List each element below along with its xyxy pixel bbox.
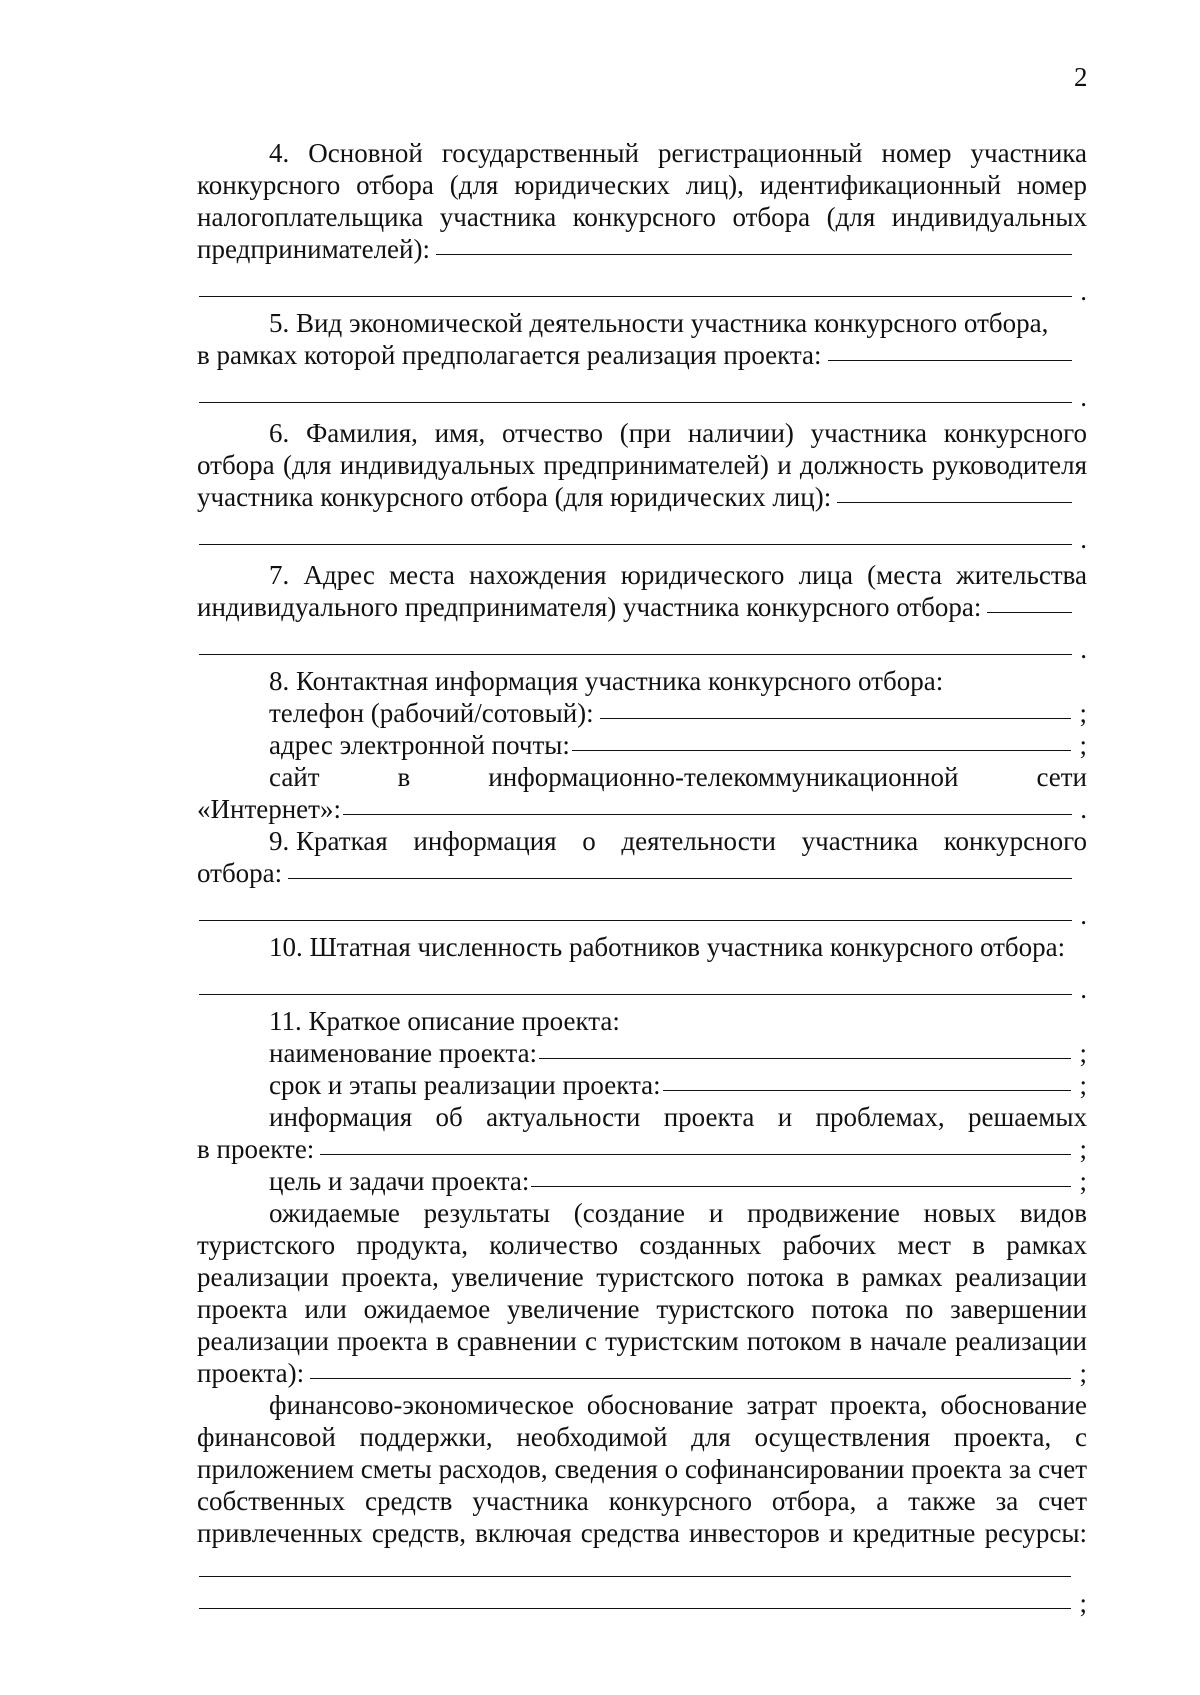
project-relevance-semicolon: ; (1079, 1134, 1087, 1164)
website-input[interactable] (343, 814, 1072, 815)
project-name-input[interactable] (539, 1058, 1071, 1059)
item-5-input-line-1[interactable] (828, 360, 1073, 361)
email-input[interactable] (572, 750, 1072, 751)
item-10-end-mark: . (1080, 974, 1087, 1004)
project-results-line (197, 1357, 1087, 1389)
item-7-label-end: индивидуального предпринимателя) участника конкурсного отбора: (197, 592, 982, 622)
item-9-word-2: информация (413, 826, 557, 856)
project-finance-input-line-2[interactable] (199, 1608, 1071, 1609)
project-goal-label: цель и задачи проекта: (269, 1166, 530, 1196)
page-number: 2 (1074, 62, 1088, 92)
website-end-mark: . (1080, 794, 1087, 824)
project-name-label: наименование проекта: (269, 1038, 538, 1068)
project-goal-input[interactable] (531, 1186, 1071, 1187)
project-relevance-label-end: в проекте: (197, 1134, 315, 1164)
project-results-label-end: проекта): (197, 1358, 305, 1388)
project-relevance-text: информация об актуальности проекта и проблемах, решаемых (269, 1102, 1087, 1132)
item-5-end-mark: . (1080, 382, 1087, 412)
application-form (197, 137, 1087, 1619)
project-terms-label: срок и этапы реализации проекта: (269, 1070, 661, 1100)
item-6-full-name (197, 417, 1087, 555)
project-terms-line (197, 1069, 1087, 1101)
item-7-input-line-1[interactable] (987, 612, 1072, 613)
item-11-project-description (197, 1005, 1087, 1619)
item-9-label-end: отбора: (197, 858, 283, 888)
item-8-internet-line (197, 793, 1087, 825)
item-5-field-line (197, 339, 1087, 371)
item-9-word-5: участника (801, 826, 919, 856)
email-semicolon: ; (1079, 730, 1087, 760)
item-4-input-line-2[interactable] (199, 296, 1072, 297)
item-9-word-3: о (582, 826, 596, 856)
project-finance-blank-row-2 (197, 1587, 1087, 1619)
item-4-input-line-1[interactable] (436, 254, 1072, 255)
email-label: адрес электронной почты: (269, 730, 570, 760)
item-6-blank-row (197, 523, 1087, 555)
item-10-text-line (197, 931, 1087, 963)
item-4-field-line (197, 233, 1087, 265)
item-4-label-end: предпринимателей): (197, 234, 430, 264)
item-9-word-4: деятельности (621, 826, 776, 856)
item-5-activity-type (197, 307, 1087, 413)
item-9-activity-info (197, 825, 1087, 931)
item-6-field-line (197, 481, 1087, 513)
item-7-end-mark: . (1080, 634, 1087, 664)
item-8-heading-text: 8. Контактная информация участника конкурсного отбора: (269, 666, 944, 696)
phone-input[interactable] (600, 718, 1072, 719)
project-name-semicolon: ; (1079, 1038, 1087, 1068)
item-7-blank-row (197, 633, 1087, 665)
item-9-input-line-2[interactable] (199, 920, 1072, 921)
project-finance-input-line-1[interactable] (199, 1576, 1071, 1577)
item-8-site-line (197, 761, 1087, 793)
item-9-blank-row (197, 899, 1087, 931)
item-7-text: 7. Адрес места нахождения юридического лица (места жительства (269, 560, 1087, 590)
item-6-input-line-1[interactable] (837, 502, 1072, 503)
project-results-input[interactable] (310, 1378, 1071, 1379)
item-7-input-line-2[interactable] (199, 654, 1072, 655)
item-8-contacts (197, 665, 1087, 825)
item-4-blank-row (197, 275, 1087, 307)
item-11-heading (197, 1005, 1087, 1037)
item-10-blank-row (197, 973, 1087, 1005)
item-8-heading (197, 665, 1087, 697)
item-9-field-line (197, 857, 1087, 889)
project-goal-semicolon: ; (1079, 1166, 1087, 1196)
project-finance-semicolon: ; (1079, 1588, 1087, 1618)
project-goal-line (197, 1165, 1087, 1197)
item-4-ogrn-inn (197, 137, 1087, 307)
item-7-field-line (197, 591, 1087, 623)
item-5-input-line-2[interactable] (199, 402, 1072, 403)
item-8-email-line (197, 729, 1087, 761)
item-9-input-line-1[interactable] (288, 878, 1072, 879)
item-7-address (197, 559, 1087, 665)
item-10-input-line[interactable] (199, 994, 1072, 995)
item-9-end-mark: . (1080, 900, 1087, 930)
phone-semicolon: ; (1079, 698, 1087, 728)
item-10-staff-count (197, 931, 1087, 1005)
project-relevance-input[interactable] (320, 1154, 1071, 1155)
phone-label: телефон (рабочий/сотовый): (269, 698, 594, 728)
site-word-3: информационно-телекоммуникационной (488, 762, 959, 792)
project-name-line (197, 1037, 1087, 1069)
project-finance-text: финансово-экономическое обоснование затрат проекта, обоснование финансовой поддержки, необходимой для осуществления проекта, с приложением сметы расходов, сведения о софинансировании проекта за счет собственных средств участника конкурсного отбора, а также за счет привлеченных средств, включая средства инвесторов и кредитные ресурсы: (197, 1390, 1087, 1548)
item-9-text-line (197, 825, 1087, 857)
item-5-blank-row (197, 381, 1087, 413)
item-8-phone-line (197, 697, 1087, 729)
item-11-heading-text: 11. Краткое описание проекта: (269, 1006, 620, 1036)
item-6-text: 6. Фамилия, имя, отчество (при наличии) участника конкурсного отбора (для индивидуальных предпринимателей) и должность руководителя (197, 418, 1087, 480)
item-6-label-end: участника конкурсного отбора (для юридических лиц): (197, 482, 832, 512)
site-word-2: в (397, 762, 411, 792)
site-word-1: сайт (269, 762, 320, 792)
item-6-input-line-2[interactable] (199, 544, 1072, 545)
item-6-end-mark: . (1080, 524, 1087, 554)
project-results-text: ожидаемые результаты (создание и продвижение новых видов туристского продукта, количество созданных рабочих мест в рамках реализации проекта, увеличение туристского потока в рамках реализации проекта или ожидаемое увеличение туристского потока по завершении реализации проекта в сравнении с туристским потоком в начале реализации (197, 1198, 1087, 1356)
item-5-text: 5. Вид экономической деятельности участника конкурсного отбора, (269, 308, 1049, 338)
internet-label: «Интернет»: (197, 794, 341, 824)
item-9-word-6: конкурсного (943, 826, 1087, 856)
item-10-text: 10. Штатная численность работников участника конкурсного отбора: (269, 932, 1066, 962)
site-word-4: сети (1036, 762, 1087, 792)
project-terms-semicolon: ; (1079, 1070, 1087, 1100)
project-results-semicolon: ; (1079, 1358, 1087, 1388)
item-4-text: 4. Основной государственный регистрационный номер участника конкурсного отбора (для юридических лиц), идентификационный номер налогоплательщика участника конкурсного отбора (для индивидуальных (197, 138, 1087, 232)
item-5-label-end: в рамках которой предполагается реализация проекта: (197, 340, 822, 370)
project-finance-blank-row-1 (197, 1555, 1087, 1587)
project-relevance-line (197, 1133, 1087, 1165)
item-9-word-1: 9. Краткая (269, 826, 388, 856)
item-4-end-mark: . (1080, 276, 1087, 306)
project-terms-input[interactable] (663, 1090, 1072, 1091)
